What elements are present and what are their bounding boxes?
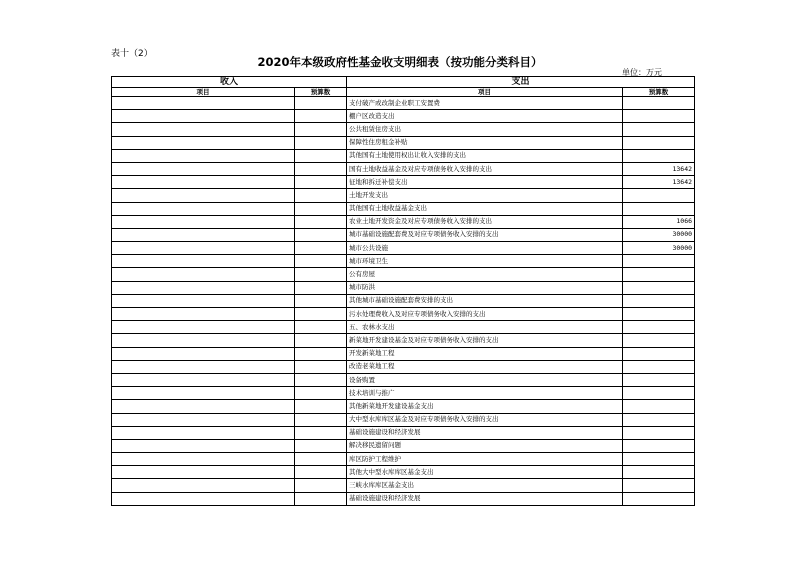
income-budget-cell bbox=[295, 321, 347, 334]
table-row bbox=[112, 492, 695, 505]
income-budget-cell bbox=[295, 228, 347, 241]
expenditure-budget-cell bbox=[623, 189, 695, 202]
expenditure-budget-cell bbox=[623, 466, 695, 479]
table-row bbox=[112, 268, 695, 281]
expenditure-item-cell: 保障性住房租金补贴 bbox=[347, 136, 623, 149]
expenditure-budget-cell bbox=[623, 426, 695, 439]
table-row bbox=[112, 215, 695, 228]
expenditure-item-cell: 其他大中型水库库区基金支出 bbox=[347, 466, 623, 479]
table-row bbox=[112, 387, 695, 400]
expenditure-budget-cell: 30000 bbox=[623, 228, 695, 241]
expenditure-item-cell: 解决移民遗留问题 bbox=[347, 439, 623, 452]
table-row bbox=[112, 334, 695, 347]
table-row bbox=[112, 308, 695, 321]
table-row bbox=[112, 479, 695, 492]
income-budget-cell bbox=[295, 308, 347, 321]
expenditure-budget-cell bbox=[623, 387, 695, 400]
table-row bbox=[112, 321, 695, 334]
table-row bbox=[112, 255, 695, 268]
budget-table bbox=[111, 76, 695, 506]
income-item-cell bbox=[112, 453, 295, 466]
table-number: 表十（2） bbox=[111, 49, 153, 59]
income-item-cell bbox=[112, 215, 295, 228]
unit-label: 单位：万元 bbox=[622, 68, 662, 77]
expenditure-budget-cell bbox=[623, 281, 695, 294]
expenditure-budget-cell bbox=[623, 334, 695, 347]
income-item-cell bbox=[112, 294, 295, 307]
expenditure-budget-cell bbox=[623, 453, 695, 466]
income-budget-cell bbox=[295, 334, 347, 347]
table-row bbox=[112, 466, 695, 479]
expenditure-budget-cell: 13642 bbox=[623, 176, 695, 189]
income-budget-cell bbox=[295, 400, 347, 413]
table-row bbox=[112, 189, 695, 202]
expenditure-budget-cell bbox=[623, 479, 695, 492]
income-budget-cell bbox=[295, 479, 347, 492]
expenditure-item-cell: 五、农林水支出 bbox=[347, 321, 623, 334]
table-row bbox=[112, 373, 695, 386]
expenditure-budget-cell bbox=[623, 400, 695, 413]
income-budget-cell bbox=[295, 426, 347, 439]
income-budget-cell bbox=[295, 387, 347, 400]
expenditure-item-cell: 土地开发支出 bbox=[347, 189, 623, 202]
income-item-cell bbox=[112, 162, 295, 175]
expenditure-budget-cell bbox=[623, 294, 695, 307]
expenditure-item-cell: 大中型水库库区基金及对应专项债务收入安排的支出 bbox=[347, 413, 623, 426]
table-row bbox=[112, 149, 695, 162]
expenditure-item-cell: 基础设施建设和经济发展 bbox=[347, 492, 623, 505]
expenditure-budget-cell bbox=[623, 255, 695, 268]
expenditure-item-cell: 其他国有土地收益基金支出 bbox=[347, 202, 623, 215]
expenditure-budget-cell bbox=[623, 360, 695, 373]
income-item-cell bbox=[112, 110, 295, 123]
column-header-row bbox=[112, 88, 695, 97]
table-row bbox=[112, 97, 695, 110]
income-budget-header: 预算数 bbox=[295, 88, 347, 97]
expenditure-item-cell: 国有土地收益基金及对应专项债务收入安排的支出 bbox=[347, 162, 623, 175]
income-budget-cell bbox=[295, 360, 347, 373]
income-item-header: 项目 bbox=[112, 88, 295, 97]
income-item-cell bbox=[112, 492, 295, 505]
expenditure-budget-cell bbox=[623, 413, 695, 426]
expenditure-budget-cell bbox=[623, 308, 695, 321]
income-item-cell bbox=[112, 308, 295, 321]
expenditure-budget-cell: 1066 bbox=[623, 215, 695, 228]
table-row bbox=[112, 228, 695, 241]
income-budget-cell bbox=[295, 123, 347, 136]
income-budget-cell bbox=[295, 413, 347, 426]
expenditure-item-cell: 技术培训与推广 bbox=[347, 387, 623, 400]
expenditure-item-cell: 城市公共设施 bbox=[347, 242, 623, 255]
expenditure-item-cell: 支付破产或改制企业职工安置费 bbox=[347, 97, 623, 110]
expenditure-item-cell: 其他新菜地开发建设基金支出 bbox=[347, 400, 623, 413]
income-item-cell bbox=[112, 347, 295, 360]
income-budget-cell bbox=[295, 294, 347, 307]
income-item-cell bbox=[112, 281, 295, 294]
expenditure-item-cell: 征地和拆迁补偿支出 bbox=[347, 176, 623, 189]
expenditure-budget-header: 预算数 bbox=[623, 88, 695, 97]
income-item-cell bbox=[112, 479, 295, 492]
expenditure-item-cell: 城市环境卫生 bbox=[347, 255, 623, 268]
income-item-cell bbox=[112, 149, 295, 162]
income-budget-cell bbox=[295, 97, 347, 110]
table-row bbox=[112, 426, 695, 439]
expenditure-budget-cell bbox=[623, 321, 695, 334]
income-budget-cell bbox=[295, 492, 347, 505]
expenditure-budget-cell bbox=[623, 439, 695, 452]
table-row bbox=[112, 360, 695, 373]
expenditure-budget-cell bbox=[623, 268, 695, 281]
table-row bbox=[112, 202, 695, 215]
expenditure-item-cell: 棚户区改造支出 bbox=[347, 110, 623, 123]
expenditure-budget-cell bbox=[623, 123, 695, 136]
income-budget-cell bbox=[295, 110, 347, 123]
expenditure-item-cell: 库区防护工程维护 bbox=[347, 453, 623, 466]
expenditure-item-cell: 城市基础设施配套费及对应专项债务收入安排的支出 bbox=[347, 228, 623, 241]
expenditure-item-cell: 公有房屋 bbox=[347, 268, 623, 281]
income-item-cell bbox=[112, 334, 295, 347]
income-item-cell bbox=[112, 466, 295, 479]
expenditure-budget-cell bbox=[623, 136, 695, 149]
income-item-cell bbox=[112, 439, 295, 452]
page-title: 2020年本级政府性基金收支明细表（按功能分类科目） bbox=[257, 55, 543, 69]
income-budget-cell bbox=[295, 268, 347, 281]
table-row bbox=[112, 413, 695, 426]
income-budget-cell bbox=[295, 453, 347, 466]
income-item-cell bbox=[112, 321, 295, 334]
expenditure-item-cell: 开发新菜地工程 bbox=[347, 347, 623, 360]
expenditure-budget-cell bbox=[623, 347, 695, 360]
table-row bbox=[112, 439, 695, 452]
expenditure-item-cell: 公共租赁住房支出 bbox=[347, 123, 623, 136]
income-budget-cell bbox=[295, 281, 347, 294]
income-budget-cell bbox=[295, 255, 347, 268]
table-row bbox=[112, 162, 695, 175]
income-budget-cell bbox=[295, 466, 347, 479]
income-item-cell bbox=[112, 97, 295, 110]
expenditure-budget-cell: 13642 bbox=[623, 162, 695, 175]
income-budget-cell bbox=[295, 149, 347, 162]
table-row bbox=[112, 110, 695, 123]
table-row bbox=[112, 281, 695, 294]
income-budget-cell bbox=[295, 439, 347, 452]
income-item-cell bbox=[112, 136, 295, 149]
income-item-cell bbox=[112, 189, 295, 202]
expenditure-budget-cell bbox=[623, 149, 695, 162]
income-item-cell bbox=[112, 202, 295, 215]
income-budget-cell bbox=[295, 242, 347, 255]
table-row bbox=[112, 453, 695, 466]
income-item-cell bbox=[112, 413, 295, 426]
expenditure-budget-cell: 30000 bbox=[623, 242, 695, 255]
income-item-cell bbox=[112, 242, 295, 255]
table-row bbox=[112, 136, 695, 149]
expenditure-item-cell: 污水处理费收入及对应专项债务收入安排的支出 bbox=[347, 308, 623, 321]
income-budget-cell bbox=[295, 189, 347, 202]
income-item-cell bbox=[112, 123, 295, 136]
expenditure-budget-cell bbox=[623, 110, 695, 123]
income-item-cell bbox=[112, 176, 295, 189]
table-row bbox=[112, 123, 695, 136]
expenditure-budget-cell bbox=[623, 97, 695, 110]
table-row bbox=[112, 242, 695, 255]
table-row bbox=[112, 176, 695, 189]
expenditure-budget-cell bbox=[623, 202, 695, 215]
income-budget-cell bbox=[295, 373, 347, 386]
expenditure-budget-cell bbox=[623, 492, 695, 505]
income-item-cell bbox=[112, 400, 295, 413]
expenditure-item-cell: 基础设施建设和经济发展 bbox=[347, 426, 623, 439]
income-item-cell bbox=[112, 373, 295, 386]
income-budget-cell bbox=[295, 162, 347, 175]
expenditure-item-cell: 农业土地开发资金及对应专项债务收入安排的支出 bbox=[347, 215, 623, 228]
expenditure-budget-cell bbox=[623, 373, 695, 386]
income-budget-cell bbox=[295, 202, 347, 215]
expenditure-item-cell: 新菜地开发建设基金及对应专项债务收入安排的支出 bbox=[347, 334, 623, 347]
expenditure-item-cell: 城市防洪 bbox=[347, 281, 623, 294]
expenditure-item-cell: 其他国有土地使用权出让收入安排的支出 bbox=[347, 149, 623, 162]
expenditure-item-cell: 其他城市基础设施配套费安排的支出 bbox=[347, 294, 623, 307]
income-item-cell bbox=[112, 268, 295, 281]
table-row bbox=[112, 400, 695, 413]
table-row bbox=[112, 347, 695, 360]
income-budget-cell bbox=[295, 347, 347, 360]
income-budget-cell bbox=[295, 136, 347, 149]
income-budget-cell bbox=[295, 176, 347, 189]
expenditure-header: 支出 bbox=[347, 77, 695, 88]
income-item-cell bbox=[112, 387, 295, 400]
income-budget-cell bbox=[295, 215, 347, 228]
income-item-cell bbox=[112, 426, 295, 439]
expenditure-item-cell: 设备购置 bbox=[347, 373, 623, 386]
expenditure-item-cell: 改造老菜地工程 bbox=[347, 360, 623, 373]
income-header: 收入 bbox=[112, 77, 347, 88]
income-item-cell bbox=[112, 360, 295, 373]
section-header-row bbox=[112, 77, 695, 88]
income-item-cell bbox=[112, 255, 295, 268]
expenditure-item-cell: 三峡水库库区基金支出 bbox=[347, 479, 623, 492]
table-row bbox=[112, 294, 695, 307]
income-item-cell bbox=[112, 228, 295, 241]
expenditure-item-header: 项目 bbox=[347, 88, 623, 97]
